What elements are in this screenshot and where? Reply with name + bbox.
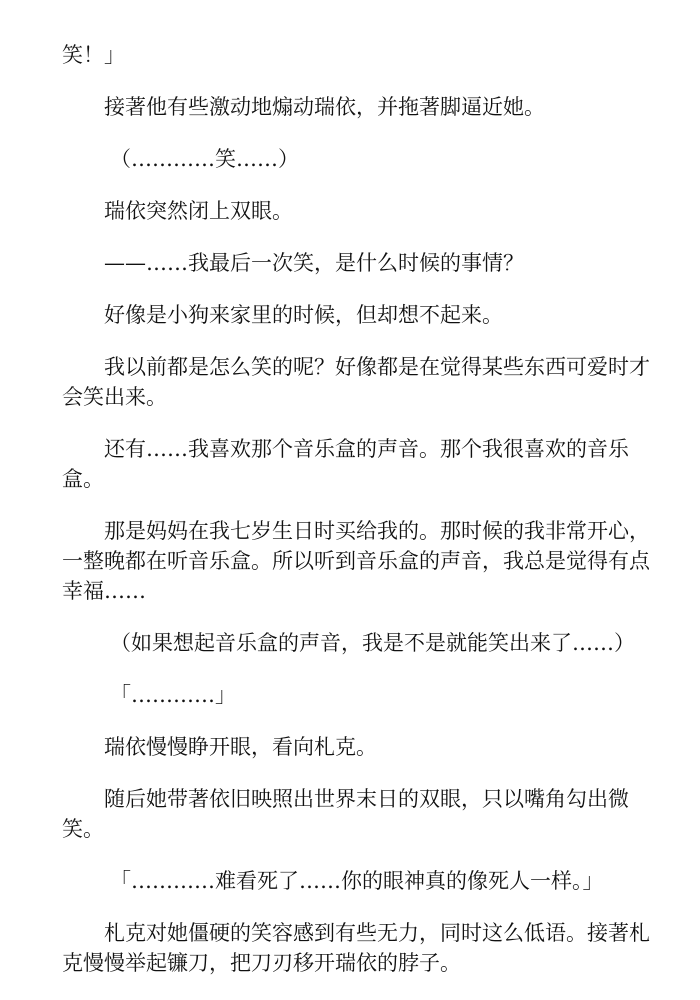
document-page (62, 40, 652, 1000)
paragraph-14: 「…………难看死了……你的眼神真的像死人一样。」 (110, 869, 604, 893)
paragraph-9: 那是妈妈在我七岁生日时买给我的。那时候的我非常开心，一整晚都在听音乐盒。所以听到音乐盒的声音，我总是觉得有点幸福…… (62, 519, 650, 603)
paragraph-15: 札克对她僵硬的笑容感到有些无力，同时这么低语。接著札克慢慢举起镰刀，把刀刃移开瑞依的脖子。 (62, 921, 650, 975)
paragraph-8: 还有……我喜欢那个音乐盒的声音。那个我很喜欢的音乐盒。 (62, 437, 629, 491)
paragraph-1: 笑！」 (62, 43, 125, 67)
paragraph-11: 「…………」 (110, 683, 236, 707)
paragraph-5: ——……我最后一次笑，是什么时候的事情？ (104, 251, 524, 275)
paragraph-7: 我以前都是怎么笑的呢？好像都是在觉得某些东西可爱时才会笑出来。 (62, 355, 650, 409)
paragraph-3: （…………笑……） (110, 147, 299, 171)
paragraph-12: 瑞依慢慢睁开眼，看向札克。 (104, 735, 377, 759)
paragraph-13: 随后她带著依旧映照出世界末日的双眼，只以嘴角勾出微笑。 (62, 787, 629, 841)
paragraph-10: （如果想起音乐盒的声音，我是不是就能笑出来了……） (110, 631, 635, 655)
paragraph-6: 好像是小狗来家里的时候，但却想不起来。 (104, 303, 503, 327)
paragraph-2: 接著他有些激动地煽动瑞依，并拖著脚逼近她。 (104, 95, 545, 119)
paragraph-4: 瑞依突然闭上双眼。 (104, 199, 293, 223)
